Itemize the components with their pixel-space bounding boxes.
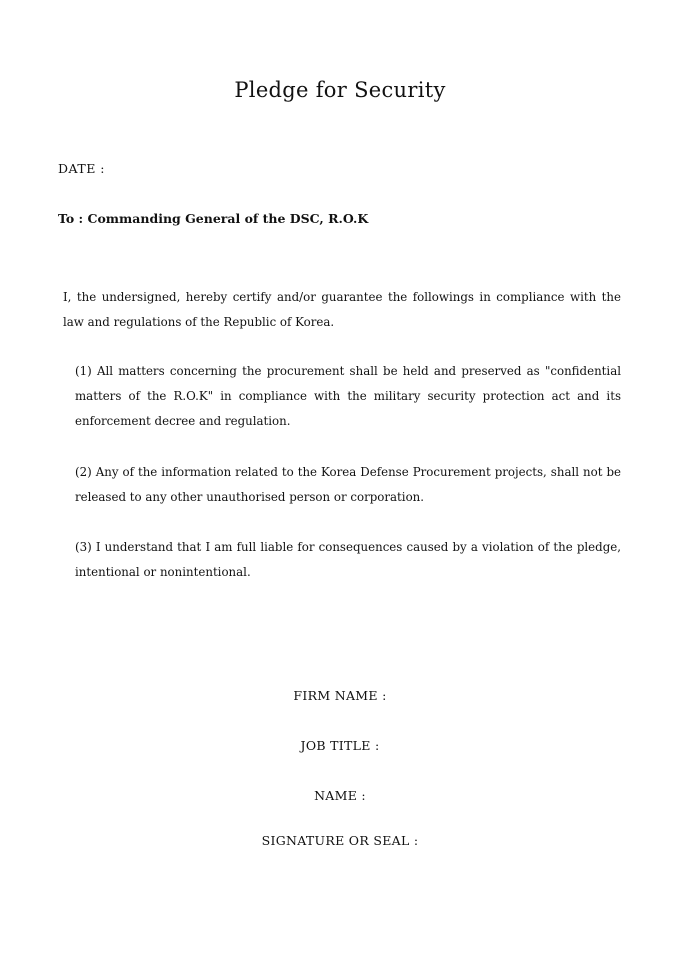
document-title: Pledge for Security bbox=[234, 78, 446, 102]
pledge-item-1: (1) All matters concerning the procurement shall be held and preserved as "confidential matters of the R.O.K" in compliance with the military security protection act and its enforcement decree and regulation. bbox=[75, 364, 621, 428]
pledge-item-3: (3) I understand that I am full liable for consequences caused by a violation of the pledge, intentional or nonintentional. bbox=[75, 540, 621, 579]
addressee-line: To : Commanding General of the DSC, R.O.K bbox=[58, 211, 369, 226]
job-title-field: JOB TITLE : bbox=[300, 738, 380, 753]
date-label: DATE : bbox=[58, 161, 106, 176]
firm-name-field: FIRM NAME : bbox=[293, 688, 387, 703]
pledge-item-2: (2) Any of the information related to the Korea Defense Procurement projects, shall not be released to any other unauthorised person or corporation. bbox=[75, 465, 621, 504]
signature-field: SIGNATURE OR SEAL : bbox=[261, 833, 419, 848]
intro-paragraph: I, the undersigned, hereby certify and/or guarantee the followings in compliance with the law and regulations of the Republic of Korea. bbox=[63, 290, 621, 329]
name-field: NAME : bbox=[314, 788, 366, 803]
